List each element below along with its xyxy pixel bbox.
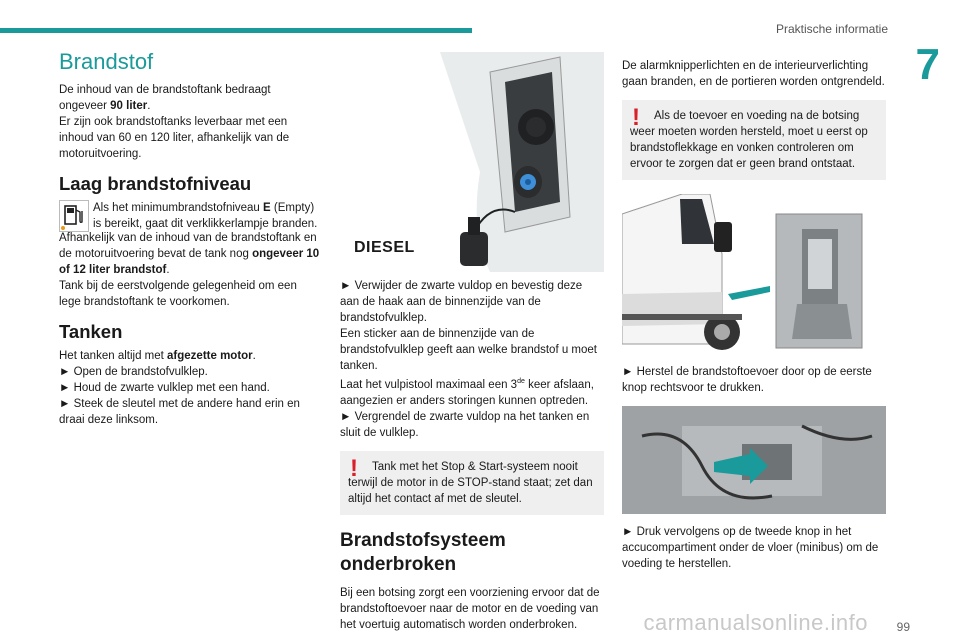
fuel-pump-warning-icon xyxy=(59,200,89,232)
heading-fuel-cutoff: Brandstofsysteem onderbroken xyxy=(340,529,506,575)
column-3 xyxy=(622,58,886,572)
restore-warning-text: Als de toevoer en voeding na de botsing weer moeten worden hersteld, moet u eerst op brandstoflekkage en vonken controleren om ervoor te zorgen dat er geen brand ontstaat. xyxy=(630,110,868,170)
refuel-text: Het tanken altijd met afgezette motor. xyxy=(59,350,256,362)
col3-text-1: De alarmknipperlichten en de interieurverlichting gaan branden, en de portieren worden ontgrendeld. xyxy=(622,60,885,88)
refuel-step-1: ► Open de brandstofvulklep. xyxy=(59,366,208,378)
fuel-filler-image xyxy=(340,52,604,272)
intro-text-2: Er zijn ook brandstoftanks leverbaar met een inhoud van 60 en 120 liter, afhankelijk van de motoruitvoering. xyxy=(59,116,290,160)
restore-warning xyxy=(622,100,886,180)
refuel-step-3: ► Steek de sleutel met de andere hand erin en draai deze linksom. xyxy=(59,398,300,426)
battery-compartment-image xyxy=(622,406,886,514)
stop-start-warning xyxy=(340,451,604,515)
fuel-cutoff-text: Bij een botsing zorgt een voorziening ervoor dat de brandstoftoevoer naar de motor en de voeding van het voertuig automatisch worden onderbroken. xyxy=(340,586,600,631)
stop-start-warning-text: Tank met het Stop & Start-systeem nooit terwijl de motor in de STOP-stand staat; zet dan altijd het contact af met de sleutel. xyxy=(348,460,593,505)
title-brandstof: Brandstof xyxy=(59,49,154,74)
battery-compartment-illustration xyxy=(622,406,886,514)
van-illustration xyxy=(622,194,886,354)
heading-low-fuel: Laag brandstofniveau xyxy=(59,173,252,194)
page-number: 99 xyxy=(896,620,910,634)
low-fuel-block xyxy=(59,200,321,232)
watermark: carmanualsonline.info xyxy=(643,610,868,635)
warning-icon: ! xyxy=(632,104,640,131)
chapter-number: 7 xyxy=(915,40,940,89)
col2-text-3: Laat het vulpistool maximaal een 3de keer afslaan, aangezien er anders storingen kunnen optreden. xyxy=(340,378,594,407)
col3-step-2: ► Druk vervolgens op de tweede knop in het accucompartiment onder de vloer (minibus) om de voeding te herstellen. xyxy=(622,526,879,570)
intro-text: De inhoud van de brandstoftank bedraagt ongeveer 90 liter. xyxy=(59,84,271,112)
col2-text-1: ► Verwijder de zwarte vuldop en bevestig deze aan de haak aan de binnenzijde van de brandstofvulklep. xyxy=(340,280,583,324)
low-fuel-text: Als het minimumbrandstofniveau E (Empty) is bereikt, gaat dit verklikkerlampje branden. xyxy=(93,202,318,230)
column-2 xyxy=(340,52,604,633)
heading-refuel: Tanken xyxy=(59,321,123,342)
low-fuel-text-2: Afhankelijk van de inhoud van de brandstoftank en de motoruitvoering bevat de tank nog ongeveer 10 of 12 liter brandstof. xyxy=(59,232,320,276)
column-1 xyxy=(59,49,321,428)
col2-text-4: ► Vergrendel de zwarte vuldop na het tanken en sluit de vulklep. xyxy=(340,410,590,439)
header-accent-bar xyxy=(0,28,472,33)
col2-text-2: Een sticker aan de binnenzijde van de brandstofvulklep geeft aan welke brandstof u moet tanken. xyxy=(340,328,597,372)
warning-icon: ! xyxy=(350,454,358,482)
low-fuel-text-3: Tank bij de eerstvolgende gelegenheid om een lege brandstoftank te voorkomen. xyxy=(59,280,297,308)
van-image xyxy=(622,194,886,354)
diesel-label: DIESEL xyxy=(354,239,415,256)
refuel-step-2: ► Houd de zwarte vulklep met een hand. xyxy=(59,382,270,394)
col3-step-1: ► Herstel de brandstoftoevoer door op de eerste knop rechtsvoor te drukken. xyxy=(622,366,872,394)
section-title: Praktische informatie xyxy=(775,22,888,36)
